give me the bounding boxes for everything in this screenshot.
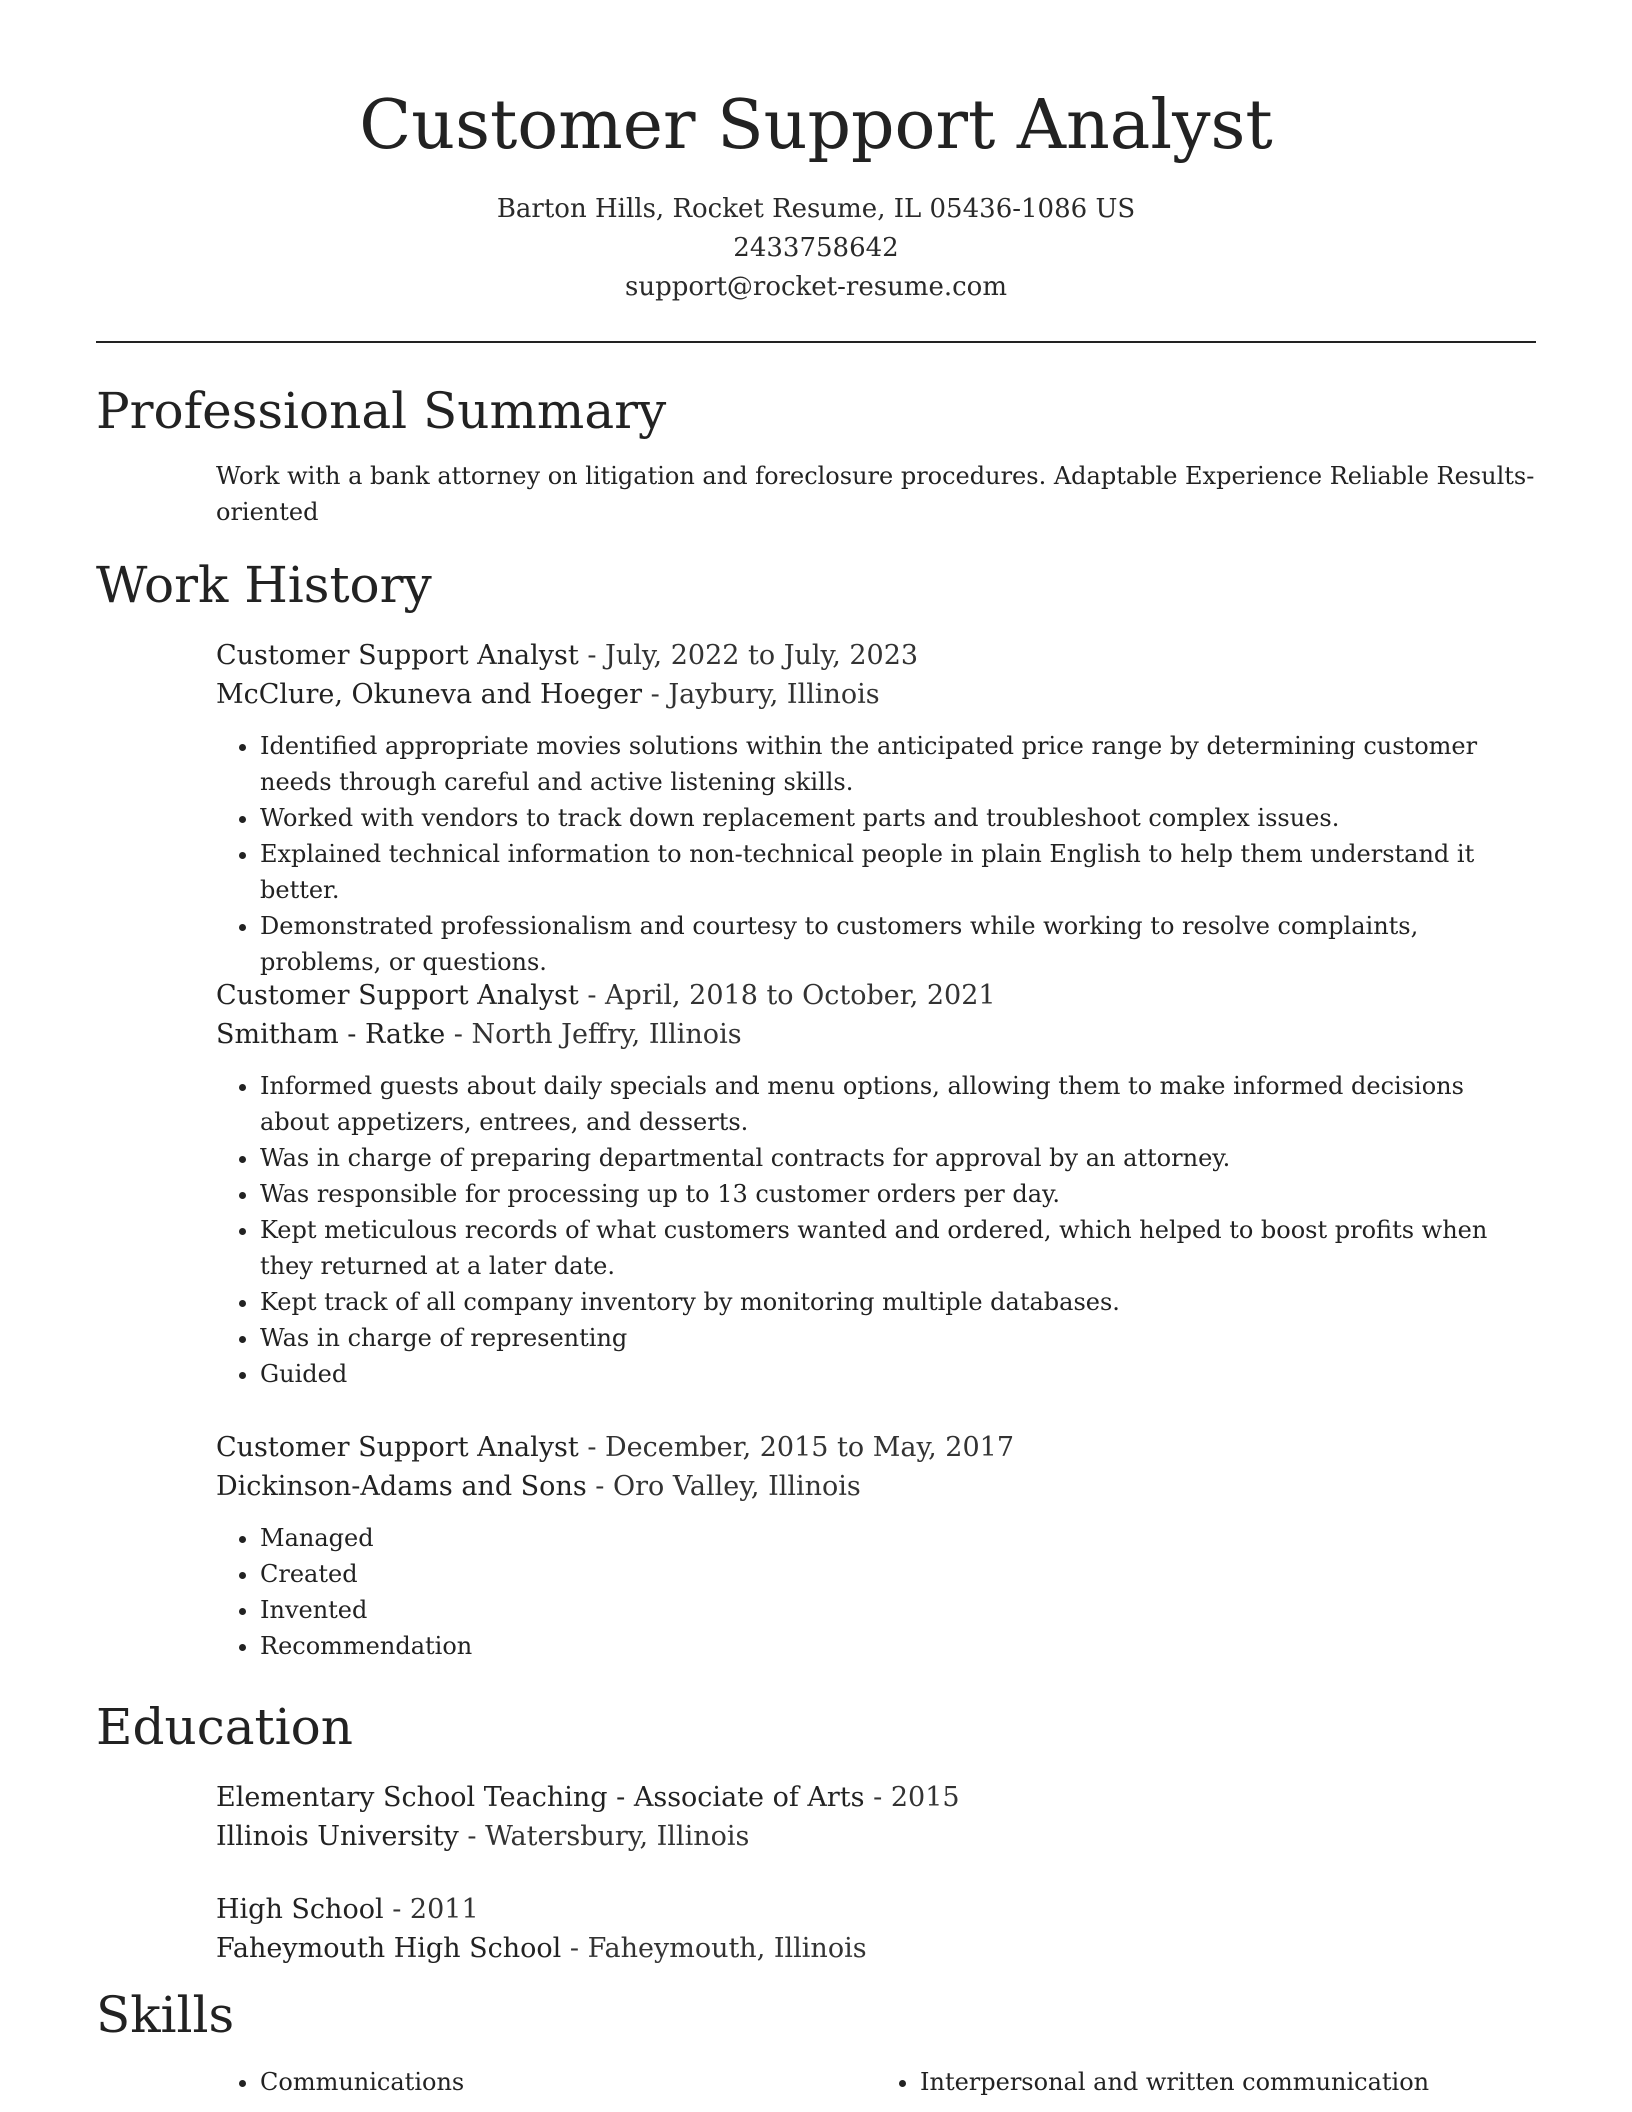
list-item: • Was in charge of representing xyxy=(260,1320,1536,1356)
skill-item: • Communications xyxy=(260,2064,876,2100)
resume-header xyxy=(96,84,1536,307)
education-degree-line xyxy=(216,1890,1536,1929)
summary-heading: Professional Summary xyxy=(96,382,667,440)
education-field: High School xyxy=(216,1894,384,1925)
job-company-line xyxy=(216,1015,1536,1054)
job-separator: - xyxy=(453,1019,472,1050)
job-dates: December, 2015 to May, 2017 xyxy=(605,1432,1014,1463)
education-degree: Associate of Arts xyxy=(633,1782,865,1813)
education-entry xyxy=(216,1890,1536,1968)
education-school-line xyxy=(216,1817,1536,1856)
list-item: • Kept track of all company inventory by monitoring multiple databases. xyxy=(260,1284,1536,1320)
header-divider xyxy=(96,341,1536,343)
job-dates: April, 2018 to October, 2021 xyxy=(605,980,996,1011)
education-school-line xyxy=(216,1929,1536,1968)
list-item: • Was in charge of preparing departmental contracts for approval by an attorney. xyxy=(260,1140,1536,1176)
job-bullets xyxy=(216,1520,1536,1664)
job-title: Customer Support Analyst xyxy=(216,640,579,671)
education-school: Illinois University xyxy=(216,1821,459,1852)
list-item: • Recommendation xyxy=(260,1628,1536,1664)
job-entry xyxy=(216,976,1536,1392)
list-item: • Identified appropriate movies solutions within the anticipated price range by determining customer needs through careful and active listening skills. xyxy=(260,728,1536,800)
education-location: Watersbury, Illinois xyxy=(485,1821,750,1852)
job-title-line xyxy=(216,636,1536,675)
list-item: • Informed guests about daily specials and menu options, allowing them to make informed decisions about appetizers, entrees, and desserts. xyxy=(260,1068,1536,1140)
skills-heading: Skills xyxy=(96,1986,235,2044)
job-location: North Jeffry, Illinois xyxy=(471,1019,742,1050)
education-separator: - xyxy=(616,1782,634,1813)
skills-column-left xyxy=(216,2064,876,2100)
list-item: • Kept meticulous records of what customers wanted and ordered, which helped to boost profits when they returned at a later date. xyxy=(260,1212,1536,1284)
skill-item: • Interpersonal and written communication xyxy=(920,2064,1536,2100)
education-year: 2015 xyxy=(890,1782,960,1813)
education-location: Faheymouth, Illinois xyxy=(587,1933,867,1964)
resume-title: Customer Support Analyst xyxy=(359,86,1273,165)
job-separator: - xyxy=(587,980,606,1011)
education-entry xyxy=(216,1778,1536,1856)
skills-column-right xyxy=(876,2064,1536,2100)
job-entry xyxy=(216,636,1536,980)
list-item: • Was responsible for processing up to 13 customer orders per day. xyxy=(260,1176,1536,1212)
skills-list xyxy=(216,2064,1536,2100)
list-item: • Managed xyxy=(260,1520,1536,1556)
contact-address: Barton Hills, Rocket Resume, IL 05436-1086 US xyxy=(496,194,1136,224)
job-separator: - xyxy=(587,1432,606,1463)
education-degree-line xyxy=(216,1778,1536,1817)
job-title-line xyxy=(216,1428,1536,1467)
work-history-heading: Work History xyxy=(96,556,432,614)
list-item: • Invented xyxy=(260,1592,1536,1628)
job-company: Dickinson-Adams and Sons xyxy=(216,1471,587,1502)
contact-phone: 2433758642 xyxy=(733,233,899,263)
education-school: Faheymouth High School xyxy=(216,1933,562,1964)
education-separator: - xyxy=(392,1894,410,1925)
job-entry xyxy=(216,1428,1536,1664)
list-item: • Guided xyxy=(260,1356,1536,1392)
job-company: McClure, Okuneva and Hoeger xyxy=(216,679,642,710)
education-separator: - xyxy=(467,1821,486,1852)
education-year: 2011 xyxy=(409,1894,479,1925)
list-item: • Explained technical information to non-technical people in plain English to help them understand it better. xyxy=(260,836,1536,908)
job-company: Smitham - Ratke xyxy=(216,1019,446,1050)
education-separator: - xyxy=(873,1782,891,1813)
job-bullets xyxy=(216,728,1536,980)
job-title: Customer Support Analyst xyxy=(216,980,579,1011)
job-separator: - xyxy=(587,640,606,671)
job-company-line xyxy=(216,1467,1536,1506)
list-item: • Worked with vendors to track down replacement parts and troubleshoot complex issues. xyxy=(260,800,1536,836)
contact-email[interactable]: support@rocket-resume.com xyxy=(624,272,1007,302)
list-item: • Created xyxy=(260,1556,1536,1592)
job-location: Oro Valley, Illinois xyxy=(613,1471,861,1502)
job-dates: July, 2022 to July, 2023 xyxy=(605,640,919,671)
job-separator: - xyxy=(650,679,669,710)
job-location: Jaybury, Illinois xyxy=(668,679,880,710)
job-title-line xyxy=(216,976,1536,1015)
job-company-line xyxy=(216,675,1536,714)
education-field: Elementary School Teaching xyxy=(216,1782,608,1813)
summary-text: Work with a bank attorney on litigation and foreclosure procedures. Adaptable Experience Reliable Results-oriented xyxy=(216,462,1535,526)
education-separator: - xyxy=(569,1933,588,1964)
job-title: Customer Support Analyst xyxy=(216,1432,579,1463)
list-item: • Demonstrated professionalism and courtesy to customers while working to resolve complaints, problems, or questions. xyxy=(260,908,1536,980)
education-heading: Education xyxy=(96,1698,353,1756)
job-bullets xyxy=(216,1068,1536,1392)
job-separator: - xyxy=(595,1471,613,1502)
